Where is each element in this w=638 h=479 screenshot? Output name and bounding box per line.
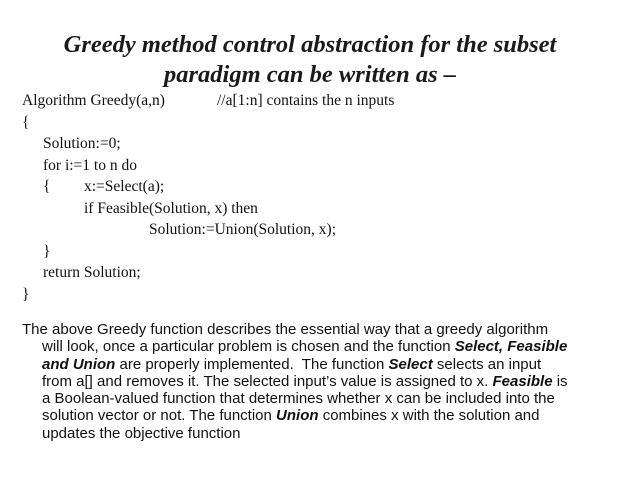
- paragraph-line: [22, 425, 622, 442]
- paragraph-text: The above Greedy function describes the essential way that a greedy algorithm: [22, 321, 549, 338]
- code-line: [22, 219, 337, 241]
- code-comment: //a[1:n] contains the n inputs: [217, 92, 395, 109]
- code-line: [22, 90, 395, 112]
- emphasized-term: and Union: [42, 355, 116, 373]
- paragraph-text: updates the objective function: [42, 424, 241, 442]
- code-text: Solution:=Union(Solution, x);: [149, 221, 337, 238]
- paragraph-line: [22, 407, 622, 424]
- slide-title: [40, 30, 580, 90]
- code-line: [22, 241, 51, 263]
- code-text: Solution:=0;: [43, 135, 121, 152]
- paragraph-text: will look, once a particular problem is chosen and the function: [42, 338, 455, 356]
- paragraph-text: selects an input: [432, 355, 542, 373]
- code-text: x:=Select(a);: [84, 178, 165, 195]
- paragraph-text: are properly implemented. The function: [115, 355, 389, 373]
- paragraph-line: [22, 373, 622, 390]
- code-text: Algorithm Greedy(a,n): [22, 92, 165, 109]
- paragraph-text: combines x with the solution and: [318, 407, 540, 425]
- paragraph-text: a Boolean-valued function that determines whether x can be included into the: [42, 390, 555, 408]
- code-line: [22, 284, 45, 306]
- code-text: {: [22, 113, 30, 131]
- paragraph-text: solution vector or not. The function: [42, 407, 277, 425]
- code-line: [22, 155, 137, 177]
- emphasized-term: Feasible: [492, 372, 553, 390]
- paragraph-line: [22, 390, 622, 407]
- emphasized-term: Union: [276, 407, 319, 425]
- paragraph-line: [22, 338, 622, 355]
- code-line: [22, 112, 45, 134]
- paragraph-line: [22, 321, 622, 338]
- title-line-2: paradigm can be written as –: [164, 61, 456, 88]
- emphasized-term: Select: [388, 355, 433, 373]
- code-line: [22, 262, 141, 284]
- code-line: [22, 198, 258, 220]
- paragraph-line: [22, 356, 622, 373]
- code-text: if Feasible(Solution, x) then: [84, 199, 258, 217]
- code-line: [22, 176, 165, 198]
- code-text: {: [43, 178, 51, 195]
- code-text: return Solution;: [43, 264, 141, 281]
- title-line-1: Greedy method control abstraction for the subset: [63, 31, 557, 58]
- emphasized-term: Select, Feasible: [454, 338, 568, 356]
- paragraph-text: is: [552, 372, 568, 390]
- explanation-paragraph: [22, 321, 622, 442]
- algorithm-pseudocode: [22, 90, 395, 305]
- code-line: [22, 133, 121, 155]
- paragraph-text: from a[] and removes it. The selected input’s value is assigned to x.: [42, 372, 493, 390]
- code-text: }: [22, 285, 30, 303]
- code-text: for i:=1 to n do: [43, 156, 137, 174]
- code-text: }: [43, 242, 51, 260]
